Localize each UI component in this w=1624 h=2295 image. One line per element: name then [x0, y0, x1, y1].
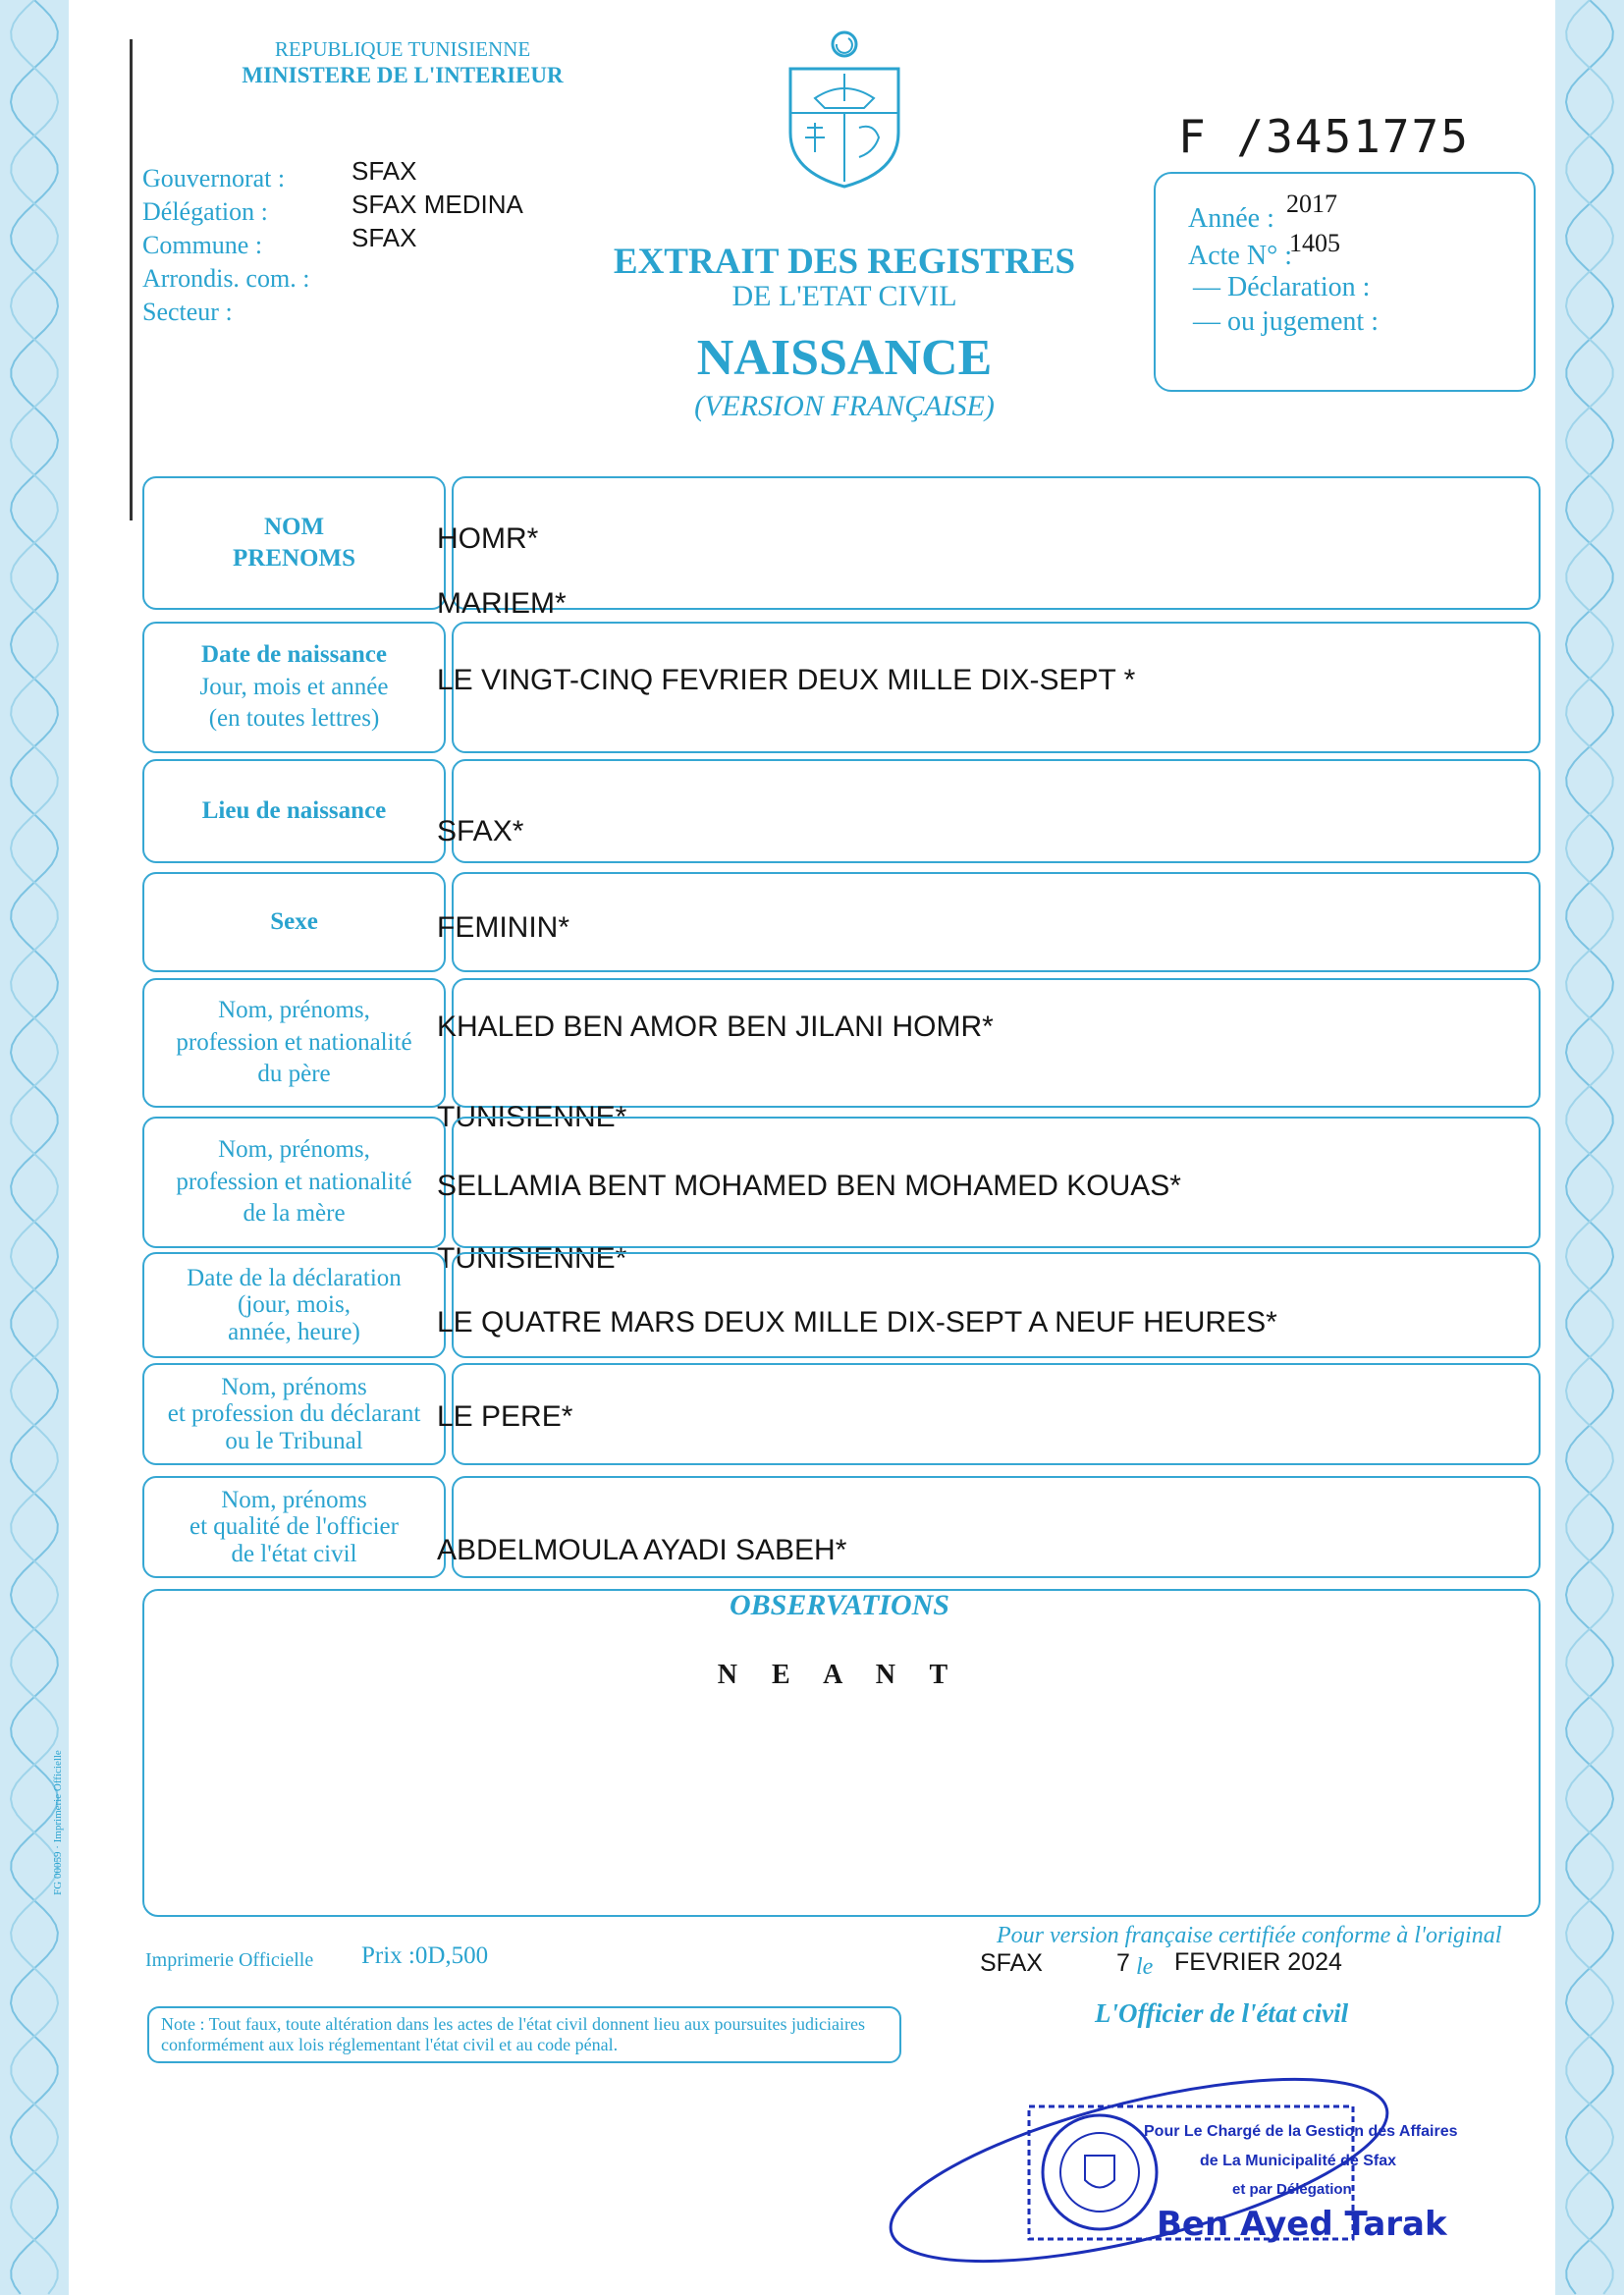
label-date-declaration-line2: (jour, mois, [238, 1291, 351, 1319]
ministry-label: MINISTERE DE L'INTERIEUR [242, 63, 564, 87]
value-date-declaration: LE QUATRE MARS DEUX MILLE DIX-SEPT A NEUF HEURES* [437, 1306, 1277, 1339]
label-date-declaration-line1: Date de la déclaration [187, 1264, 402, 1291]
value-box-nom [452, 476, 1541, 610]
arrondissement-label: Arrondis. com. : [142, 264, 310, 293]
label-mere [142, 1117, 446, 1248]
margin-print-code: FG 00059 · Imprimerie Officielle [51, 1750, 64, 1895]
label-lieu-naissance [142, 759, 446, 863]
certification-place: SFAX [980, 1949, 1043, 1977]
value-pere-nationalite: TUNISIENNE* [437, 1101, 627, 1133]
label-date-naissance-sub1: Jour, mois et année [199, 673, 389, 700]
left-guilloche-border [0, 0, 69, 2295]
stamp-line3: et par Délégation [1232, 2181, 1352, 2198]
value-nom: HOMR* [437, 522, 539, 555]
certification-date: FEVRIER 2024 [1174, 1948, 1342, 1976]
label-officier-line3: de l'état civil [231, 1540, 357, 1567]
annee-label: Année : [1188, 203, 1274, 234]
label-sexe [142, 872, 446, 972]
label-date-naissance [142, 622, 446, 753]
imprimerie-label: Imprimerie Officielle [145, 1949, 314, 1971]
label-nom-prenoms [142, 476, 446, 610]
value-box-lieu-naissance [452, 759, 1541, 863]
declaration-label: — Déclaration : [1193, 272, 1371, 302]
title-etat-civil: DE L'ETAT CIVIL [731, 280, 957, 312]
stamp-line1: Pour Le Chargé de la Gestion des Affaires [1144, 2123, 1458, 2140]
label-date-declaration-line3: année, heure) [228, 1318, 360, 1345]
observations-box [142, 1589, 1541, 1917]
observations-value: N E A N T [717, 1660, 962, 1690]
label-declarant-line2: et profession du déclarant [167, 1400, 421, 1428]
label-pere-line2: profession et nationalité [176, 1028, 412, 1056]
label-declarant-line1: Nom, prénoms [221, 1373, 367, 1400]
stamp-name: Ben Ayed Tarak [1157, 2205, 1447, 2244]
label-prenoms: PRENOMS [233, 545, 355, 572]
annee-value: 2017 [1286, 190, 1337, 218]
title-naissance: NAISSANCE [696, 330, 993, 386]
label-declarant [142, 1363, 446, 1465]
value-box-sexe [452, 872, 1541, 972]
value-mere-nom: SELLAMIA BENT MOHAMED BEN MOHAMED KOUAS* [437, 1170, 1181, 1202]
observations-title: OBSERVATIONS [730, 1589, 949, 1621]
commune-label: Commune : [142, 231, 263, 259]
gouvernorat-label: Gouvernorat : [142, 164, 286, 192]
admin-values [352, 154, 523, 254]
legal-note-box [147, 2006, 901, 2063]
value-officier: ABDELMOULA AYADI SABEH* [437, 1534, 847, 1566]
value-box-declarant [452, 1363, 1541, 1465]
officier-signature-title: L'Officier de l'état civil [1095, 1998, 1349, 2028]
title-version: (VERSION FRANÇAISE) [694, 390, 995, 422]
value-box-date-declaration [452, 1252, 1541, 1358]
legal-note-text: Note : Tout faux, toute altération dans les actes de l'état civil donnent lieu aux poursuites judiciaires conformément aux lois réglementant l'état civil et au code pénal. [161, 2014, 865, 2054]
value-pere-nom: KHALED BEN AMOR BEN JILANI HOMR* [437, 1011, 994, 1043]
stamp-line2: de La Municipalité de Sfax [1200, 2153, 1397, 2169]
value-date-naissance: LE VINGT-CINQ FEVRIER DEUX MILLE DIX-SEPT * [437, 664, 1136, 696]
jugement-label: — ou jugement : [1193, 306, 1379, 337]
right-guilloche-border [1555, 0, 1624, 2295]
acte-value: 1405 [1289, 229, 1340, 257]
label-mere-line1: Nom, prénoms, [218, 1136, 370, 1164]
certification-le: le [1136, 1954, 1154, 1980]
commune-value: SFAX [352, 223, 417, 252]
label-pere [142, 978, 446, 1108]
title-extrait: EXTRAIT DES REGISTRES [613, 242, 1076, 282]
left-margin-line [130, 39, 133, 520]
value-declarant: LE PERE* [437, 1400, 573, 1433]
label-sexe-title: Sexe [270, 907, 318, 935]
admin-labels [142, 162, 309, 329]
label-lieu-naissance-title: Lieu de naissance [201, 796, 387, 824]
acte-label: Acte N° : [1188, 241, 1293, 271]
value-sexe: FEMININ* [437, 911, 569, 944]
label-nom: NOM [263, 513, 325, 540]
label-date-naissance-sub2: (en toutes lettres) [208, 705, 380, 733]
certification-text: Pour version française certifiée conforme à l'original [997, 1923, 1502, 1948]
label-officier-line1: Nom, prénoms [221, 1486, 367, 1513]
label-mere-line2: profession et nationalité [176, 1168, 412, 1195]
label-officier-line2: et qualité de l'officier [189, 1513, 399, 1541]
value-lieu-naissance: SFAX* [437, 815, 524, 847]
delegation-value: SFAX MEDINA [352, 190, 523, 219]
republic-label: REPUBLIQUE TUNISIENNE [274, 37, 531, 61]
prix-label: Prix :0D,500 [361, 1942, 489, 1969]
label-declarant-line3: ou le Tribunal [225, 1427, 363, 1454]
label-mere-line3: de la mère [243, 1200, 346, 1228]
coat-of-arms-emblem [776, 25, 913, 191]
label-date-naissance-title: Date de naissance [201, 641, 387, 669]
label-officier [142, 1476, 446, 1578]
delegation-label: Délégation : [142, 197, 268, 226]
value-mere-nationalite: TUNISIENNE* [437, 1242, 627, 1275]
serial-number: F /3451775 [1178, 110, 1470, 163]
value-prenoms: MARIEM* [437, 587, 567, 620]
secteur-label: Secteur : [142, 298, 233, 326]
gouvernorat-value: SFAX [352, 156, 417, 186]
label-date-declaration [142, 1252, 446, 1358]
certification-day: 7 [1116, 1949, 1130, 1977]
label-pere-line3: du père [257, 1061, 331, 1088]
label-pere-line1: Nom, prénoms, [218, 997, 370, 1024]
